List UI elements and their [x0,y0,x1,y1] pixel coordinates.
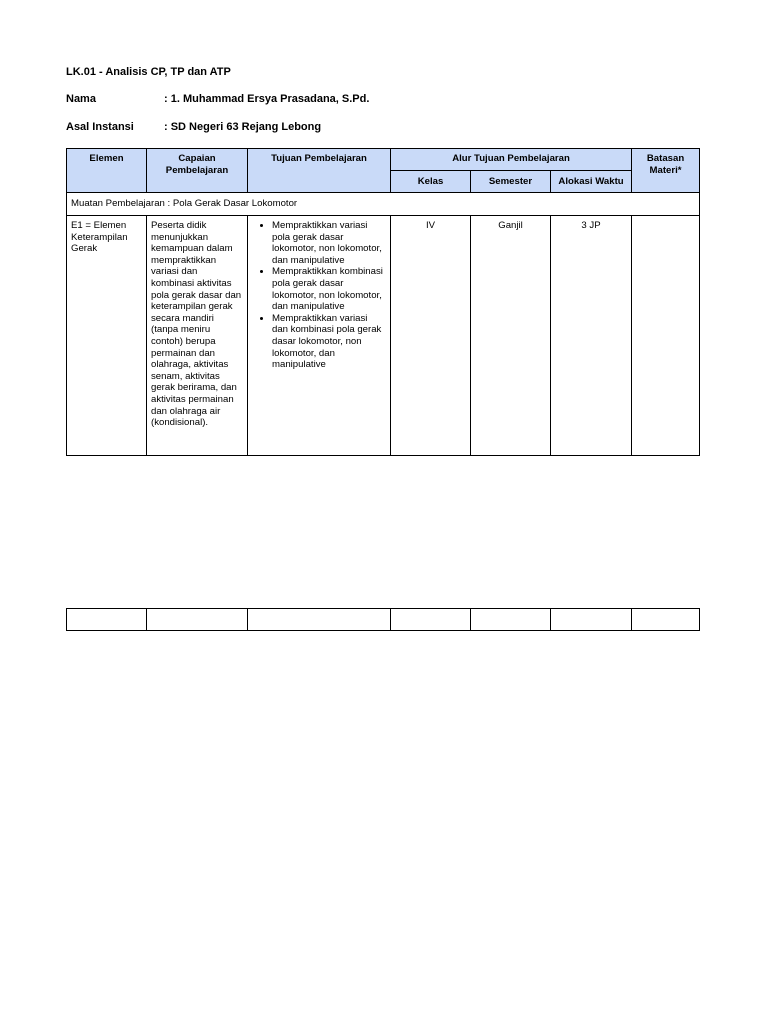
instansi-label: Asal Instansi [66,121,134,133]
empty-cell [551,609,632,631]
nama-label: Nama [66,93,96,105]
cell-tujuan [248,216,391,456]
table-row [67,216,700,456]
document-title-text: LK.01 - Analisis CP, TP dan ATP [66,66,231,78]
list-item: • Mempraktikkan variasi dan kombinasi pola gerak dasar lokomotor, non lokomotor, dan manipulative [272,313,386,371]
table-row [67,609,700,631]
cell-kelas: IV [391,216,471,456]
nama-value: : 1. Muhammad Ersya Prasadana, S.Pd. [164,93,370,105]
list-item: • Mempraktikkan kombinasi pola gerak dasar lokomotor, non lokomotor, dan manipulative [272,266,386,312]
empty-table [66,608,700,631]
empty-cell [248,609,391,631]
cell-capaian: Peserta didik menunjukkan kemampuan dalam mempraktikkan variasi dan kombinasi aktivitas pola gerak dasar dan keterampilan gerak secara mandiri (tanpa meniru contoh) berupa permainan dan olahraga, aktivitas senam, aktivitas gerak berirama, dan aktivitas permainan dan olahraga air (kondisional). [147,216,248,456]
empty-cell [147,609,248,631]
list-item: • Mempraktikkan variasi pola gerak dasar lokomotor, non lokomotor, dan manipulative [272,220,386,266]
analysis-table [66,148,700,456]
cell-alokasi: 3 JP [551,216,632,456]
cell-semester: Ganjil [471,216,551,456]
header-tujuan: Tujuan Pembelajaran [248,149,391,193]
empty-cell [391,609,471,631]
empty-cell [67,609,147,631]
header-elemen: Elemen [67,149,147,193]
header-batasan: Batasan Materi* [632,149,700,193]
document-title [66,66,231,78]
header-kelas: Kelas [391,171,471,193]
empty-cell [471,609,551,631]
instansi-value: : SD Negeri 63 Rejang Lebong [164,121,322,133]
muatan-row: Muatan Pembelajaran : Pola Gerak Dasar Lokomotor [67,193,700,216]
tujuan-list [252,220,386,371]
empty-cell [632,609,700,631]
cell-elemen: E1 = Elemen Keterampilan Gerak [67,216,147,456]
header-alokasi: Alokasi Waktu [551,171,632,193]
header-semester: Semester [471,171,551,193]
header-capaian: Capaian Pembelajaran [147,149,248,193]
nama-line [66,93,370,105]
header-alur: Alur Tujuan Pembelajaran [391,149,632,171]
instansi-line [66,121,322,133]
cell-batasan [632,216,700,456]
